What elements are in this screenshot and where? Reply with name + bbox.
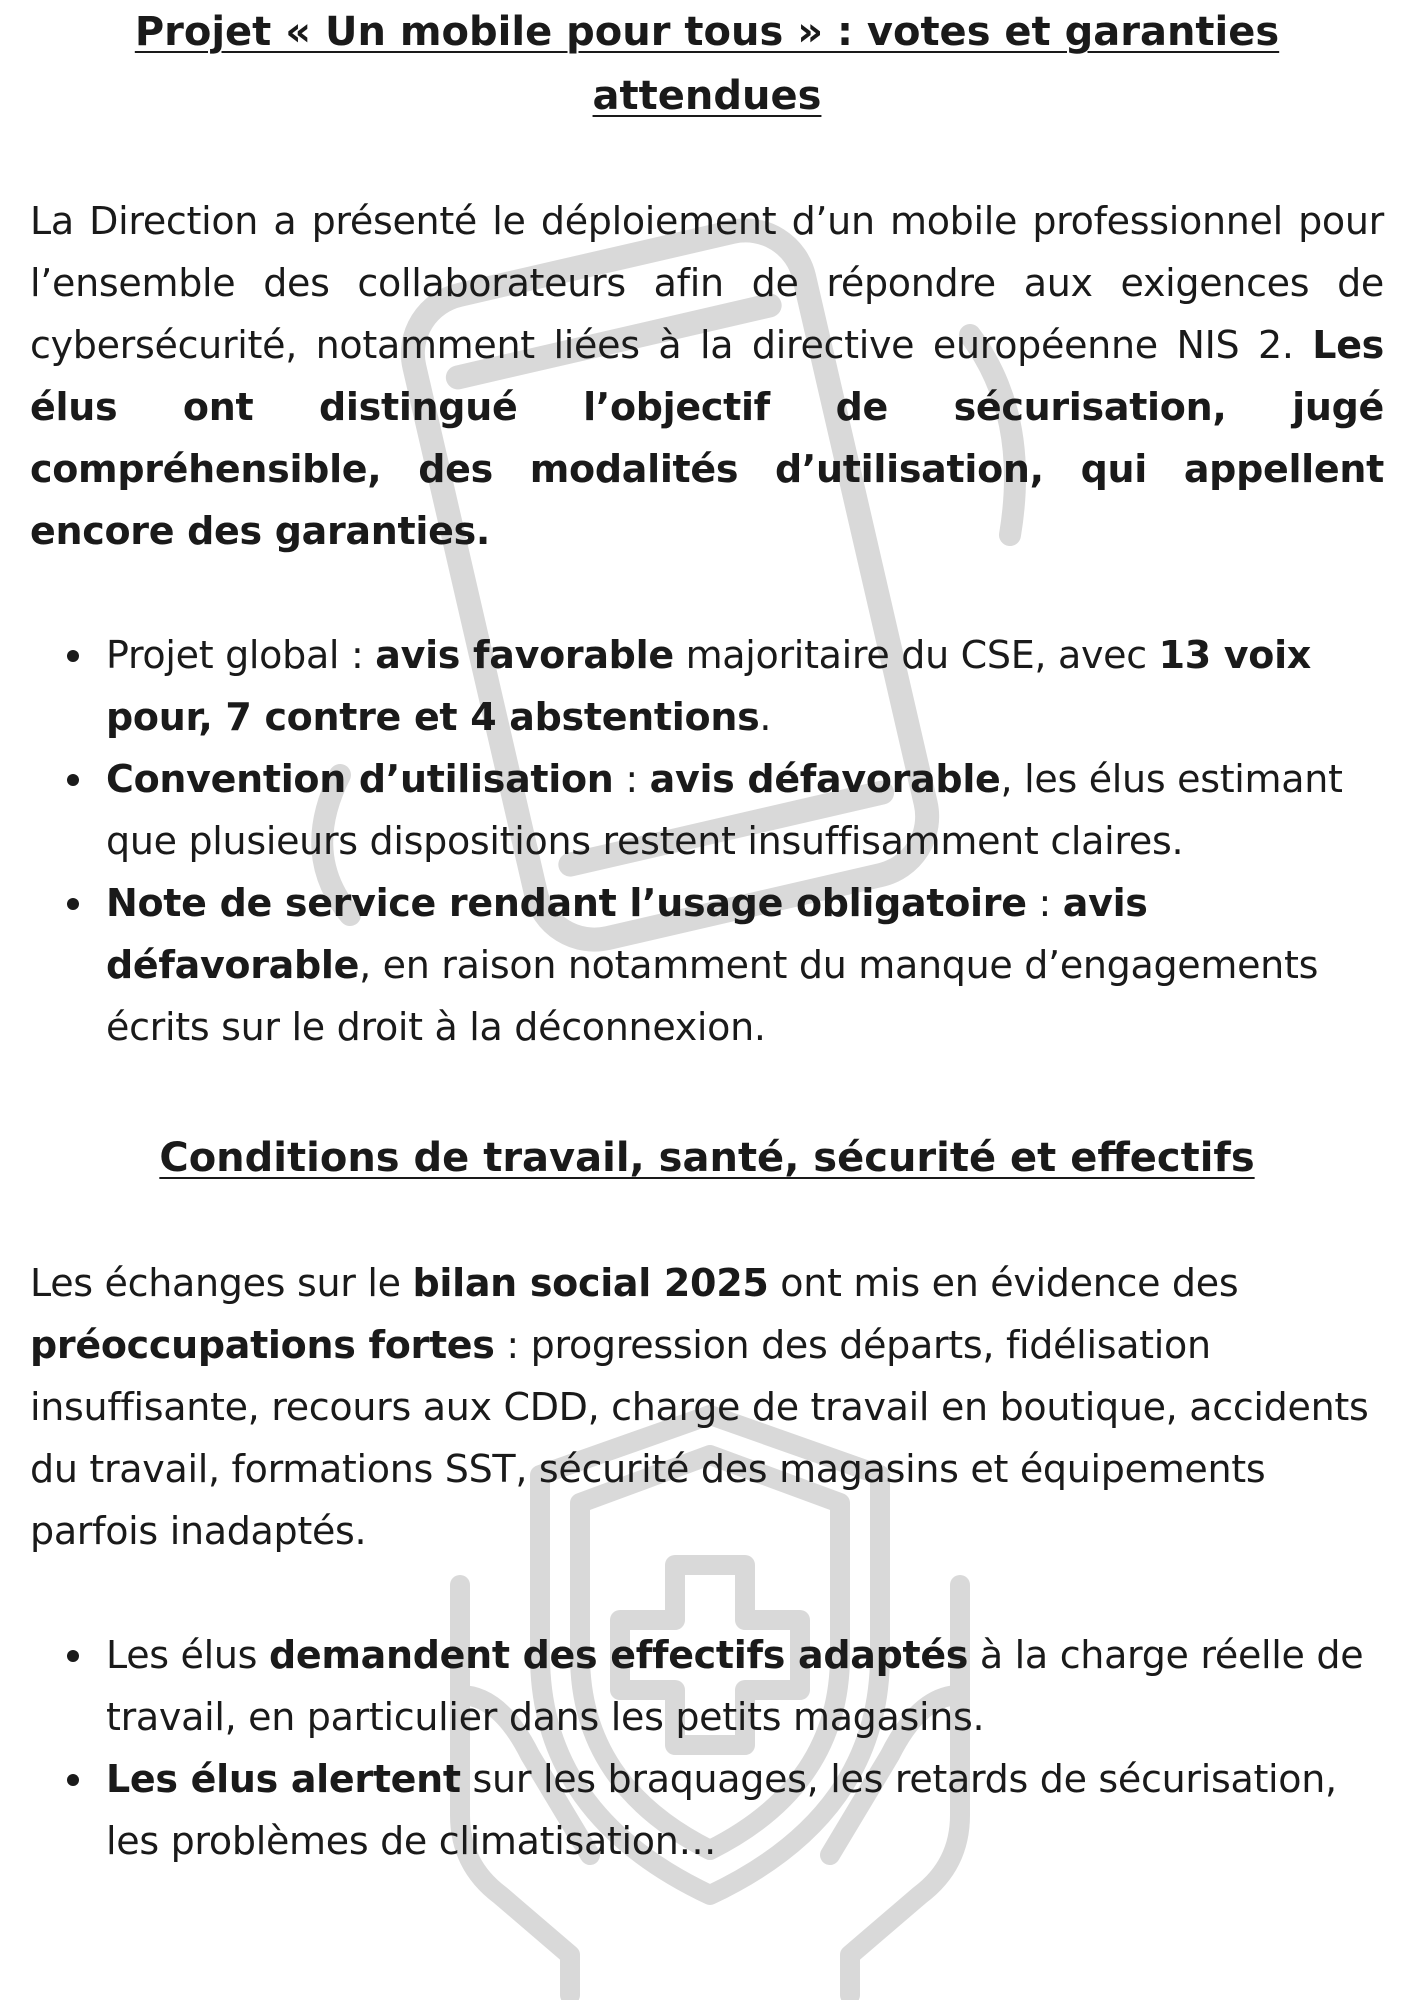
bullet-bold-text: demandent des effectifs adaptés	[268, 1633, 969, 1677]
bullet-bold-text: Les élus alertent	[106, 1757, 461, 1801]
list-item	[30, 748, 1384, 872]
section1-bullet-list	[30, 624, 1384, 1058]
bullet-text: , en raison notamment du manque d’engagements écrits sur le droit à la déconnexion.	[106, 943, 1319, 1049]
para-text: : progression des départs, fidélisation insuffisante, recours aux CDD, charge de travail en boutique, accidents du travail, formations SST, sécurité des magasins et équipements parfois inadaptés.	[30, 1323, 1369, 1553]
list-item	[30, 872, 1384, 1058]
section2-title: Conditions de travail, santé, sécurité et effectifs	[159, 1135, 1255, 1181]
bullet-text: .	[759, 695, 772, 739]
para-bold-text: préoccupations fortes	[30, 1323, 495, 1367]
list-item	[30, 624, 1384, 748]
bullet-dot-icon	[67, 774, 79, 786]
bullet-bold-text: avis favorable	[375, 633, 674, 677]
bullet-text: :	[613, 757, 650, 801]
section2-bullet-list	[30, 1624, 1384, 1872]
bullet-dot-icon	[67, 1650, 79, 1662]
section1-intro-paragraph	[30, 190, 1384, 562]
intro-bold-text: Les élus ont distingué l’objectif de sécurisation, jugé compréhensible, des modalités d’utilisation, qui appellent encore des garanties.	[30, 323, 1384, 553]
intro-plain-text: La Direction a présenté le déploiement d’un mobile professionnel pour l’ensemble des collaborateurs afin de répondre aux exigences de cybersécurité, notamment liées à la directive européenne NIS 2.	[30, 199, 1384, 367]
bullet-text: Projet global :	[106, 633, 376, 677]
bullet-bold-text: Convention d’utilisation	[106, 757, 614, 801]
bullet-text: sur les braquages, les retards de sécurisation, les problèmes de climatisation…	[106, 1757, 1337, 1863]
bullet-text: Les élus	[106, 1633, 269, 1677]
bullet-dot-icon	[67, 898, 79, 910]
bullet-bold-text: 13 voix pour, 7 contre et 4 abstentions	[106, 633, 1312, 739]
bullet-dot-icon	[67, 650, 79, 662]
para-text: ont mis en évidence des	[768, 1261, 1239, 1305]
list-item	[30, 1624, 1384, 1748]
para-bold-text: bilan social 2025	[412, 1261, 769, 1305]
bullet-bold-text: avis défavorable	[106, 881, 1148, 987]
list-item	[30, 1748, 1384, 1872]
bullet-bold-text: Note de service rendant l’usage obligatoire	[106, 881, 1027, 925]
section2-paragraph	[30, 1252, 1384, 1562]
bullet-text: :	[1026, 881, 1063, 925]
para-text: Les échanges sur le	[30, 1261, 413, 1305]
section1-title: Projet « Un mobile pour tous » : votes et garanties attendues	[134, 9, 1280, 119]
bullet-dot-icon	[67, 1774, 79, 1786]
bullet-bold-text: avis défavorable	[649, 757, 1001, 801]
bullet-text: , les élus estimant que plusieurs dispositions restent insuffisamment claires.	[106, 757, 1343, 863]
bullet-text: majoritaire du CSE, avec	[673, 633, 1159, 677]
bullet-text: à la charge réelle de travail, en particulier dans les petits magasins.	[106, 1633, 1364, 1739]
